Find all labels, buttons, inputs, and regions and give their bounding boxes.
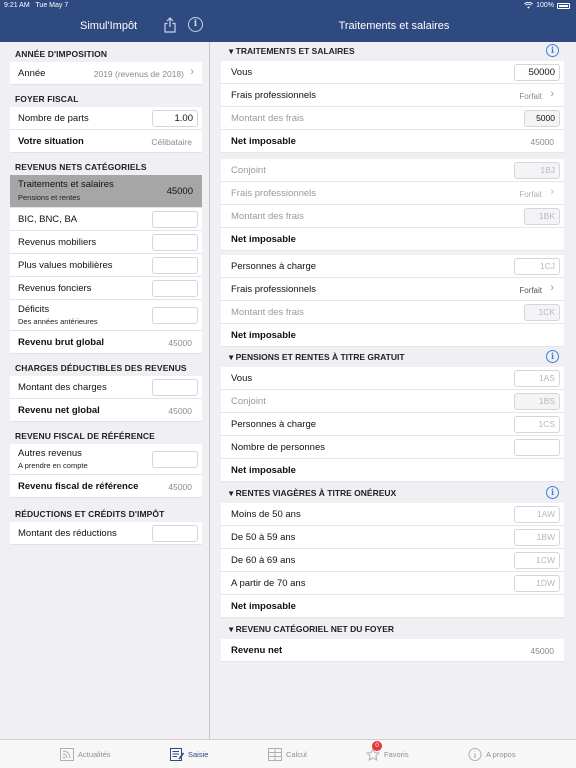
row-situation[interactable] xyxy=(10,130,202,153)
row-reductions xyxy=(10,522,202,545)
navigation-bar xyxy=(0,0,576,42)
tab-favoris-label: Favoris xyxy=(384,750,409,759)
row-autres xyxy=(10,444,202,475)
nb-personnes-input[interactable] xyxy=(514,439,560,456)
net-imposable-charge-label: Net imposable xyxy=(231,330,296,341)
row-frais-conjoint[interactable] xyxy=(221,182,564,205)
net-imposable-conjoint-label: Net imposable xyxy=(231,234,296,245)
section-pensions-title: PENSIONS ET RENTES À TITRE GRATUIT xyxy=(235,352,405,362)
row-deficits xyxy=(10,300,202,331)
montant-frais-input[interactable]: 5000 xyxy=(524,110,560,127)
tab-favoris[interactable] xyxy=(366,742,409,761)
row-plusvalues xyxy=(10,254,202,277)
tab-apropos[interactable] xyxy=(468,748,516,761)
net-imposable-value: 45000 xyxy=(530,137,554,147)
app-title: Simul'Impôt xyxy=(80,20,138,32)
frais-value: Forfait xyxy=(519,92,542,101)
row-net-imposable xyxy=(221,130,564,153)
frais-conjoint-value: Forfait xyxy=(519,190,542,199)
rss-icon xyxy=(60,748,74,761)
row-montant-frais-charge xyxy=(221,301,564,324)
montant-frais-conjoint-input[interactable]: 1BK xyxy=(524,208,560,225)
tab-apropos-label: A propos xyxy=(486,750,516,759)
revenu-net-label: Revenu net xyxy=(231,645,283,656)
battery-percent: 100% xyxy=(536,2,554,9)
edit-form-icon xyxy=(170,748,184,761)
row-frais[interactable] xyxy=(221,84,564,107)
info-circle-icon xyxy=(468,748,482,761)
fonciers-input[interactable] xyxy=(152,280,198,297)
autres-sub: A prendre en compte xyxy=(18,461,88,470)
vous-input[interactable]: 50000 xyxy=(514,64,560,81)
row-r60 xyxy=(221,549,564,572)
rfr-value: 45000 xyxy=(168,482,192,492)
section-rentes-title: RENTES VIAGÈRES À TITRE ONÉREUX xyxy=(235,488,397,498)
row-vous xyxy=(221,61,564,84)
reductions-input[interactable] xyxy=(152,525,198,542)
autres-label: Autres revenus xyxy=(18,448,82,459)
row-revenu-net xyxy=(221,639,564,662)
calculator-icon xyxy=(268,748,282,761)
net-imposable-label: Net imposable xyxy=(231,136,296,147)
row-montant-frais-conjoint xyxy=(221,205,564,228)
frais-label: Frais professionnels xyxy=(231,90,317,101)
vous-label: Vous xyxy=(231,67,253,78)
row-rfr xyxy=(10,475,202,498)
row-traitements[interactable] xyxy=(10,175,202,208)
row-r-net-imposable xyxy=(221,595,564,618)
r50-input[interactable]: 1BW xyxy=(514,529,560,546)
plusvalues-input[interactable] xyxy=(152,257,198,274)
r50-label: De 50 à 59 ans xyxy=(231,532,296,543)
mobiliers-label: Revenus mobiliers xyxy=(18,237,97,248)
share-icon[interactable] xyxy=(163,17,177,33)
reductions-label: Montant des réductions xyxy=(18,528,117,539)
tab-actualites[interactable] xyxy=(60,748,111,761)
chevron-right-icon: › xyxy=(550,282,554,294)
frais-conjoint-label: Frais professionnels xyxy=(231,188,317,199)
mobiliers-input[interactable] xyxy=(152,234,198,251)
traitements-value: 45000 xyxy=(152,183,198,200)
status-bar-right xyxy=(524,2,570,9)
conjoint-input[interactable]: 1BJ xyxy=(514,162,560,179)
row-charge xyxy=(221,255,564,278)
wifi-icon xyxy=(524,2,533,9)
conjoint-label: Conjoint xyxy=(231,165,266,176)
row-charges xyxy=(10,376,202,399)
parts-input[interactable]: 1.00 xyxy=(152,110,198,127)
situation-label: Votre situation xyxy=(18,136,84,147)
deficits-sub: Des années antérieures xyxy=(18,317,98,326)
tab-saisie-label: Saisie xyxy=(188,750,209,759)
tab-bar xyxy=(0,739,576,768)
tab-calcul-label: Calcul xyxy=(286,750,307,759)
parts-label: Nombre de parts xyxy=(18,113,89,124)
section-rcn-title: REVENU CATÉGORIEL NET DU FOYER xyxy=(235,624,395,634)
section-rcn[interactable]: ▾ REVENU CATÉGORIEL NET DU FOYER xyxy=(229,624,395,634)
fonciers-label: Revenus fonciers xyxy=(18,283,92,294)
row-p-vous xyxy=(221,367,564,390)
annee-label: Année xyxy=(18,68,46,79)
r-net-imposable-label: Net imposable xyxy=(231,601,296,612)
montant-frais-label: Montant des frais xyxy=(231,113,304,124)
frais-charge-label: Frais professionnels xyxy=(231,284,317,295)
r70-input[interactable]: 1DW xyxy=(514,575,560,592)
revenu-net-value: 45000 xyxy=(530,646,554,656)
section-reductions: RÉDUCTIONS ET CRÉDITS D'IMPÔT xyxy=(15,509,165,519)
status-time: 9:21 AM xyxy=(4,2,30,9)
status-bar-left xyxy=(4,2,68,9)
tab-actualites-label: Actualités xyxy=(78,750,111,759)
detail-form xyxy=(211,42,576,739)
plusvalues-label: Plus values mobilières xyxy=(18,260,113,271)
tab-saisie[interactable] xyxy=(170,748,208,761)
charge-label: Personnes à charge xyxy=(231,261,317,272)
section-annee: ANNÉE D'IMPOSITION xyxy=(15,49,108,59)
row-parts xyxy=(10,107,202,130)
p-charge-label: Personnes à charge xyxy=(231,419,317,430)
info-icon[interactable]: i xyxy=(546,44,559,57)
detail-title: Traitements et salaires xyxy=(338,20,450,32)
row-moins50 xyxy=(221,503,564,526)
row-p-net-imposable xyxy=(221,459,564,482)
row-net-imposable-charge xyxy=(221,324,564,347)
traitements-sub: Pensions et rentes xyxy=(18,193,81,202)
annee-value: 2019 (revenus de 2018) xyxy=(93,69,184,79)
row-brut xyxy=(10,331,202,354)
charges-label: Montant des charges xyxy=(18,382,107,393)
charges-input[interactable] xyxy=(152,379,198,396)
info-icon[interactable]: i xyxy=(188,17,203,32)
moins50-input[interactable]: 1AW xyxy=(514,506,560,523)
net-global-value: 45000 xyxy=(168,406,192,416)
brut-label: Revenu brut global xyxy=(18,337,105,348)
section-traitements-title: TRAITEMENTS ET SALAIRES xyxy=(235,46,355,56)
charge-input[interactable]: 1CJ xyxy=(514,258,560,275)
p-conjoint-label: Conjoint xyxy=(231,396,266,407)
p-vous-label: Vous xyxy=(231,373,253,384)
row-r50 xyxy=(221,526,564,549)
bic-label: BIC, BNC, BA xyxy=(18,214,78,225)
row-frais-charge[interactable] xyxy=(221,278,564,301)
row-p-conjoint xyxy=(221,390,564,413)
section-rentes[interactable]: ▾ RENTES VIAGÈRES À TITRE ONÉREUX xyxy=(229,488,397,498)
net-global-label: Revenu net global xyxy=(18,405,100,416)
deficits-input[interactable] xyxy=(152,307,198,324)
nb-personnes-label: Nombre de personnes xyxy=(231,442,325,453)
deficits-label: Déficits xyxy=(18,304,50,315)
row-mobiliers xyxy=(10,231,202,254)
bic-input[interactable] xyxy=(152,211,198,228)
r60-label: De 60 à 69 ans xyxy=(231,555,296,566)
brut-value: 45000 xyxy=(168,338,192,348)
favoris-badge: 0 xyxy=(372,741,382,751)
master-list xyxy=(0,42,210,739)
rfr-label: Revenu fiscal de référence xyxy=(18,481,139,492)
p-charge-input[interactable]: 1CS xyxy=(514,416,560,433)
r70-label: A partir de 70 ans xyxy=(231,578,306,589)
row-p-charge xyxy=(221,413,564,436)
row-fonciers xyxy=(10,277,202,300)
situation-value: Célibataire xyxy=(151,137,192,147)
montant-frais-conjoint-label: Montant des frais xyxy=(231,211,304,222)
info-icon[interactable]: i xyxy=(546,486,559,499)
moins50-label: Moins de 50 ans xyxy=(231,509,301,520)
p-conjoint-input[interactable]: 1BS xyxy=(514,393,560,410)
row-r70 xyxy=(221,572,564,595)
chevron-right-icon: › xyxy=(550,88,554,100)
status-date: Tue May 7 xyxy=(35,2,69,9)
section-pensions[interactable]: ▾ PENSIONS ET RENTES À TITRE GRATUIT xyxy=(229,352,405,362)
section-charges: CHARGES DÉDUCTIBLES DES REVENUS xyxy=(15,363,187,373)
montant-frais-charge-label: Montant des frais xyxy=(231,307,304,318)
frais-charge-value: Forfait xyxy=(519,286,542,295)
p-net-imposable-label: Net imposable xyxy=(231,465,296,476)
section-rfr: REVENU FISCAL DE RÉFÉRENCE xyxy=(15,431,155,441)
battery-icon xyxy=(557,3,570,9)
row-net-imposable-conjoint xyxy=(221,228,564,251)
r60-input[interactable]: 1CW xyxy=(514,552,560,569)
chevron-right-icon: › xyxy=(190,66,194,78)
row-nb-personnes xyxy=(221,436,564,459)
chevron-right-icon: › xyxy=(550,186,554,198)
section-foyer: FOYER FISCAL xyxy=(15,94,79,104)
montant-frais-charge-input[interactable]: 1CK xyxy=(524,304,560,321)
p-vous-input[interactable]: 1AS xyxy=(514,370,560,387)
row-montant-frais xyxy=(221,107,564,130)
info-icon[interactable]: i xyxy=(546,350,559,363)
row-annee[interactable] xyxy=(10,62,202,85)
tab-calcul[interactable] xyxy=(268,748,307,761)
autres-input[interactable] xyxy=(152,451,198,468)
traitements-label: Traitements et salaires xyxy=(18,179,114,190)
row-conjoint xyxy=(221,159,564,182)
section-traitements[interactable]: ▾ TRAITEMENTS ET SALAIRES xyxy=(229,46,355,56)
section-revenus: REVENUS NETS CATÉGORIELS xyxy=(15,162,147,172)
row-bic xyxy=(10,208,202,231)
row-net-global xyxy=(10,399,202,422)
